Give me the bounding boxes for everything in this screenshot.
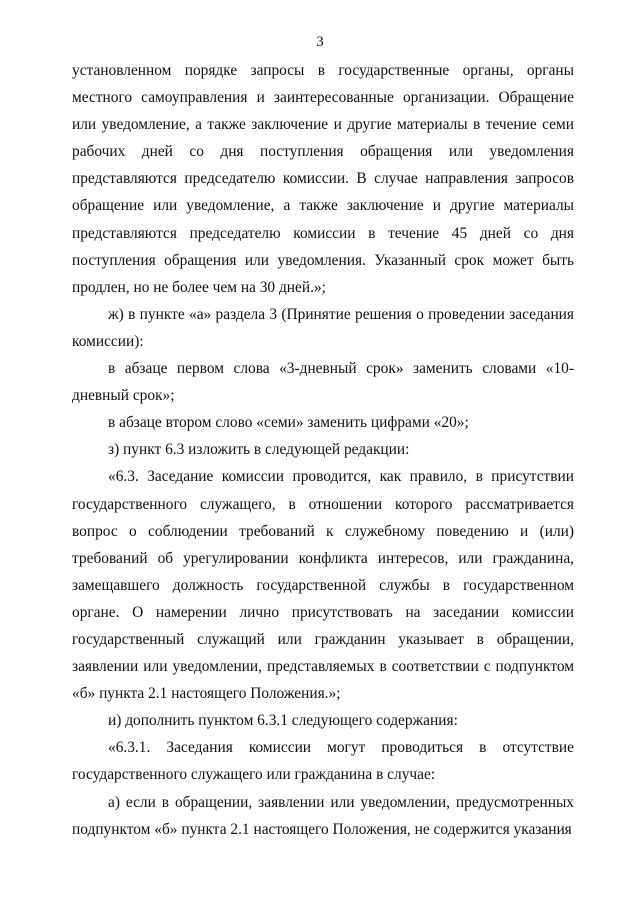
paragraph-item-zh: ж) в пункте «а» раздела 3 (Принятие решения о проведении заседания комиссии):	[72, 305, 574, 350]
paragraph-clause-6-3-1: «6.3.1. Заседания комиссии могут проводиться в отсутствие государственного служащего или гражданина в случае:	[72, 739, 574, 784]
paragraph-first-abzats: в абзаце первом слова «3-дневный срок» заменить словами «10-дневный срок»;	[72, 360, 574, 405]
paragraph-item-z: з) пункт 6.3 изложить в следующей редакции:	[108, 441, 410, 459]
document-body	[72, 57, 574, 843]
paragraph-continuation: установленном порядке запросы в государственные органы, органы местного самоуправления и заинтересованные организации. Обращение или уведомление, а также заключение и другие материалы в течение семи рабочих дней со дня поступления обращения или уведомления представляются председателю комиссии. В случае направления запросов обращение или уведомление, а также заключение и другие материалы представляются председателю комиссии в течение 45 дней со дня поступления обращения или уведомления. Указанный срок может быть продлен, но не более чем на 30 дней.»;	[72, 62, 574, 296]
page-number: 3	[316, 34, 324, 50]
paragraph-second-abzats: в абзаце втором слово «семи» заменить цифрами «20»;	[108, 414, 469, 432]
paragraph-item-i: и) дополнить пунктом 6.3.1 следующего содержания:	[108, 712, 458, 730]
paragraph-subitem-a: а) если в обращении, заявлении или уведомлении, предусмотренных подпунктом «б» пункта 2.1 настоящего Положения, не содержится указания	[72, 793, 574, 838]
paragraph-clause-6-3: «6.3. Заседание комиссии проводится, как правило, в присутствии государственного служащего, в отношении которого рассматривается вопрос о соблюдении требований к служебному поведению и (или) требований об урегулировании конфликта интересов, или гражданина, замещавшего должность государственной службы в государственном органе. О намерении лично присутствовать на заседании комиссии государственный служащий или гражданин указывает в обращении, заявлении или уведомлении, представляемых в соответствии с подпунктом «б» пункта 2.1 настоящего Положения.»;	[72, 468, 574, 703]
